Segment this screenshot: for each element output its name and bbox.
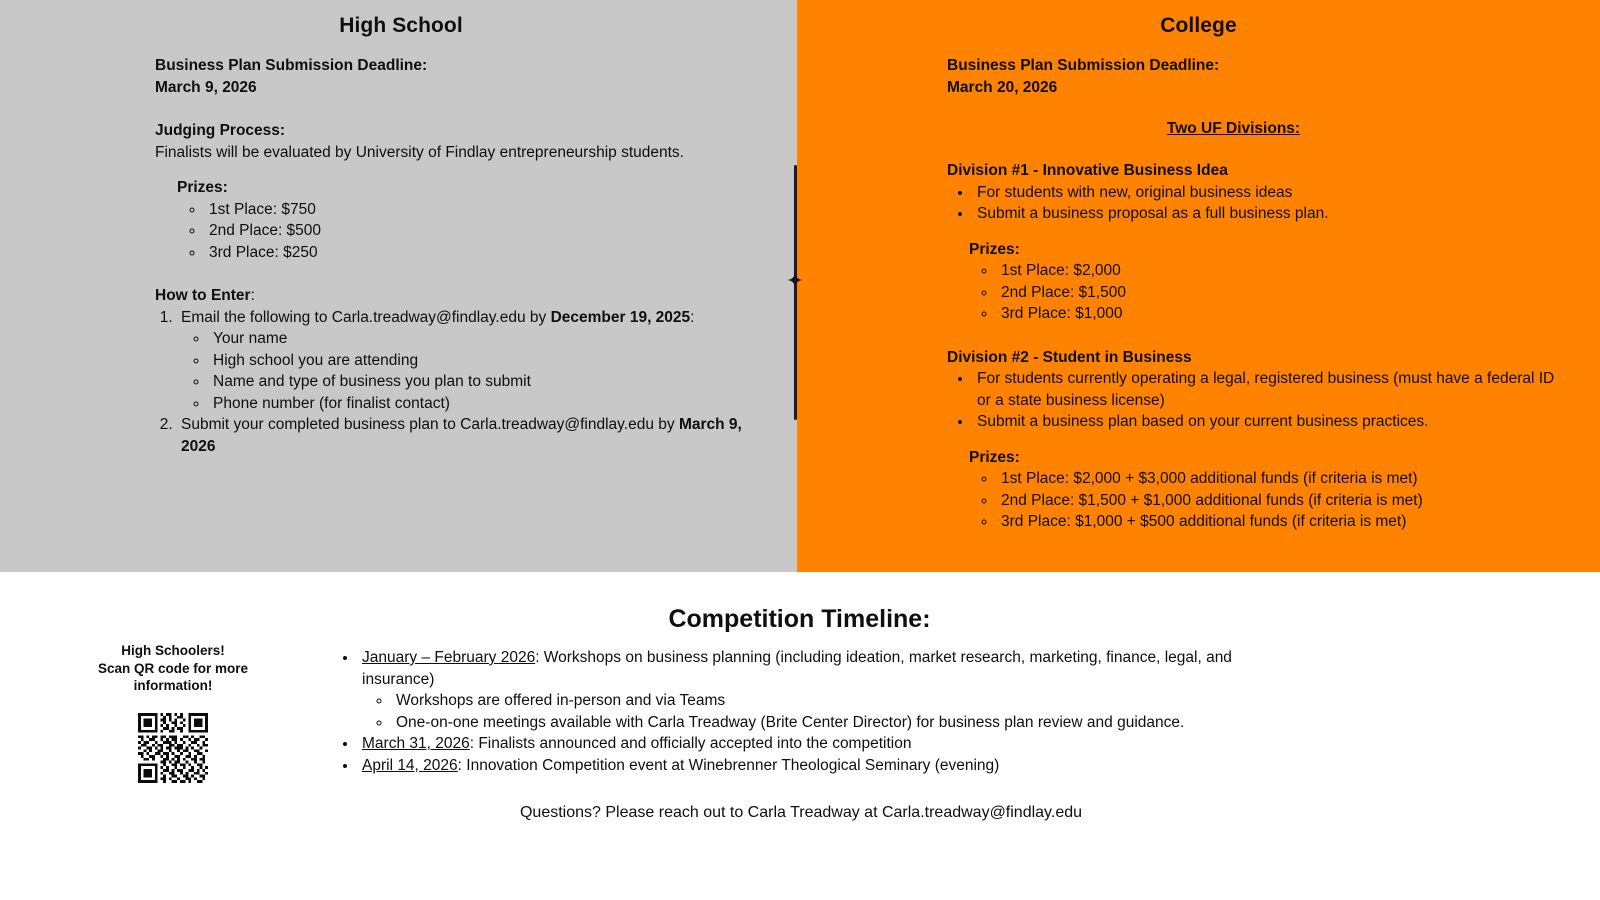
list-item: ◦ 1st Place: $750 (205, 199, 767, 221)
hs-step2-pre: Submit your completed business plan to Carla.treadway@findlay.edu by (181, 416, 679, 433)
list-item (358, 733, 1270, 755)
hs-deadline-label: Business Plan Submission Deadline: (155, 57, 428, 74)
high-school-panel (0, 0, 797, 572)
list-item (358, 755, 1270, 777)
division1-bullets (973, 182, 1560, 225)
timeline-list-container (340, 647, 1270, 776)
hs-how-to-enter-colon: : (250, 287, 255, 304)
list-item (177, 414, 767, 457)
hs-judging-text: Finalists will be evaluated by University of Findlay entrepreneurship students. (155, 143, 684, 161)
spacer (947, 98, 1560, 120)
list-item: ◦ 3rd Place: $250 (205, 242, 767, 264)
qr-block (88, 642, 258, 783)
division2-prizes-list (997, 468, 1560, 533)
qr-caption-line2: Scan QR code for more (97, 660, 249, 676)
hs-steps-list (177, 307, 767, 458)
qr-caption-line1: High Schoolers! (121, 643, 225, 658)
list-item: ◦ One-on-one meetings available with Carla Treadway (Brite Center Director) for business plan review and guidance. (392, 712, 1270, 734)
timeline-item1-text: : Workshops on business planning (including ideation, market research, marketing, finance, legal, and insurance) (362, 649, 1232, 688)
hs-prizes-list (205, 199, 767, 264)
list-item: • Submit a business proposal as a full business plan. (973, 203, 1560, 225)
hs-step1-pre: Email the following to Carla.treadway@findlay.edu by (181, 308, 551, 326)
timeline-section (0, 572, 1600, 900)
timeline-list (358, 647, 1270, 776)
list-item: ◦ 2nd Place: $500 (205, 220, 767, 242)
hs-step2-date: March 9, 2026 (181, 416, 742, 455)
questions-line (0, 804, 1600, 822)
hs-how-to-enter-label: How to Enter (155, 287, 251, 304)
list-item: ◦ High school you are attending (209, 350, 767, 372)
timeline-title (0, 605, 1600, 634)
list-item: • For students with new, original business ideas (973, 182, 1560, 204)
list-item: ◦ 3rd Place: $1,000 + $500 additional funds (if criteria is met) (997, 511, 1560, 533)
spacer (947, 325, 1560, 347)
high-school-title: High School (339, 14, 463, 37)
hs-step1-post: : (690, 308, 695, 326)
hs-deadline-value: March 9, 2026 (155, 78, 257, 96)
hs-judging-label: Judging Process: (155, 122, 286, 139)
timeline-item3-text: : Innovation Competition event at Winebrenner Theological Seminary (evening) (457, 756, 1000, 774)
spacer (947, 433, 1560, 447)
college-panel (797, 0, 1600, 572)
spacer (155, 263, 767, 285)
timeline-item1-date: January – February 2026 (362, 649, 536, 666)
spacer (947, 225, 1560, 239)
list-item (358, 647, 1270, 733)
list-item: ◦ 2nd Place: $1,500 (997, 282, 1560, 304)
division1-prizes-block (969, 239, 1560, 325)
division1-prizes-label: Prizes: (969, 240, 1020, 258)
column-divider (794, 165, 797, 420)
timeline-item2-text: : Finalists announced and officially accepted into the competition (469, 735, 912, 752)
hs-step1-date: December 19, 2025 (550, 308, 691, 326)
list-item: • Submit a business plan based on your current business practices. (973, 411, 1560, 433)
spacer (155, 163, 767, 177)
spacer (947, 138, 1560, 160)
list-item (177, 307, 767, 415)
col-deadline-value: March 20, 2026 (947, 78, 1058, 96)
timeline-title-text: Competition Timeline: (668, 605, 931, 633)
two-divisions-heading: Two UF Divisions: (1166, 120, 1301, 137)
hs-prizes-label: Prizes: (177, 179, 228, 196)
list-item: ◦ 1st Place: $2,000 (997, 260, 1560, 282)
list-item: ◦ 1st Place: $2,000 + $3,000 additional funds (if criteria is met) (997, 468, 1560, 490)
division2-bullets (973, 368, 1560, 433)
sparkle-icon (787, 272, 803, 288)
list-item: • For students currently operating a legal, registered business (must have a federal ID or a state business license) (973, 368, 1560, 411)
questions-text: Questions? Please reach out to Carla Treadway at Carla.treadway@findlay.edu (519, 804, 1083, 821)
hs-how-to-enter-heading (155, 285, 767, 307)
timeline-item1-sublist (392, 690, 1270, 733)
division2-heading: Division #2 - Student in Business (947, 348, 1192, 366)
qr-caption-line3: information! (133, 678, 213, 693)
qr-caption (88, 642, 258, 695)
division2-prizes-label: Prizes: (969, 448, 1020, 466)
college-title: College (1160, 14, 1237, 37)
timeline-item3-date: April 14, 2026 (362, 756, 458, 774)
qr-code-icon[interactable] (138, 713, 208, 783)
spacer (155, 98, 767, 120)
list-item: ◦ 3rd Place: $1,000 (997, 303, 1560, 325)
list-item: ◦ Name and type of business you plan to submit (209, 371, 767, 393)
division1-prizes-list (997, 260, 1560, 325)
hs-step1-sublist (209, 328, 767, 414)
col-deadline-label: Business Plan Submission Deadline: (947, 57, 1220, 74)
list-item: ◦ Phone number (for finalist contact) (209, 393, 767, 415)
list-item: ◦ Workshops are offered in-person and via Teams (392, 690, 1270, 712)
timeline-item2-date: March 31, 2026 (362, 735, 470, 752)
hs-prizes-block (177, 177, 767, 263)
division1-heading: Division #1 - Innovative Business Idea (947, 162, 1228, 179)
list-item: ◦ Your name (209, 328, 767, 350)
division2-prizes-block (969, 447, 1560, 533)
list-item: ◦ 2nd Place: $1,500 + $1,000 additional funds (if criteria is met) (997, 490, 1560, 512)
